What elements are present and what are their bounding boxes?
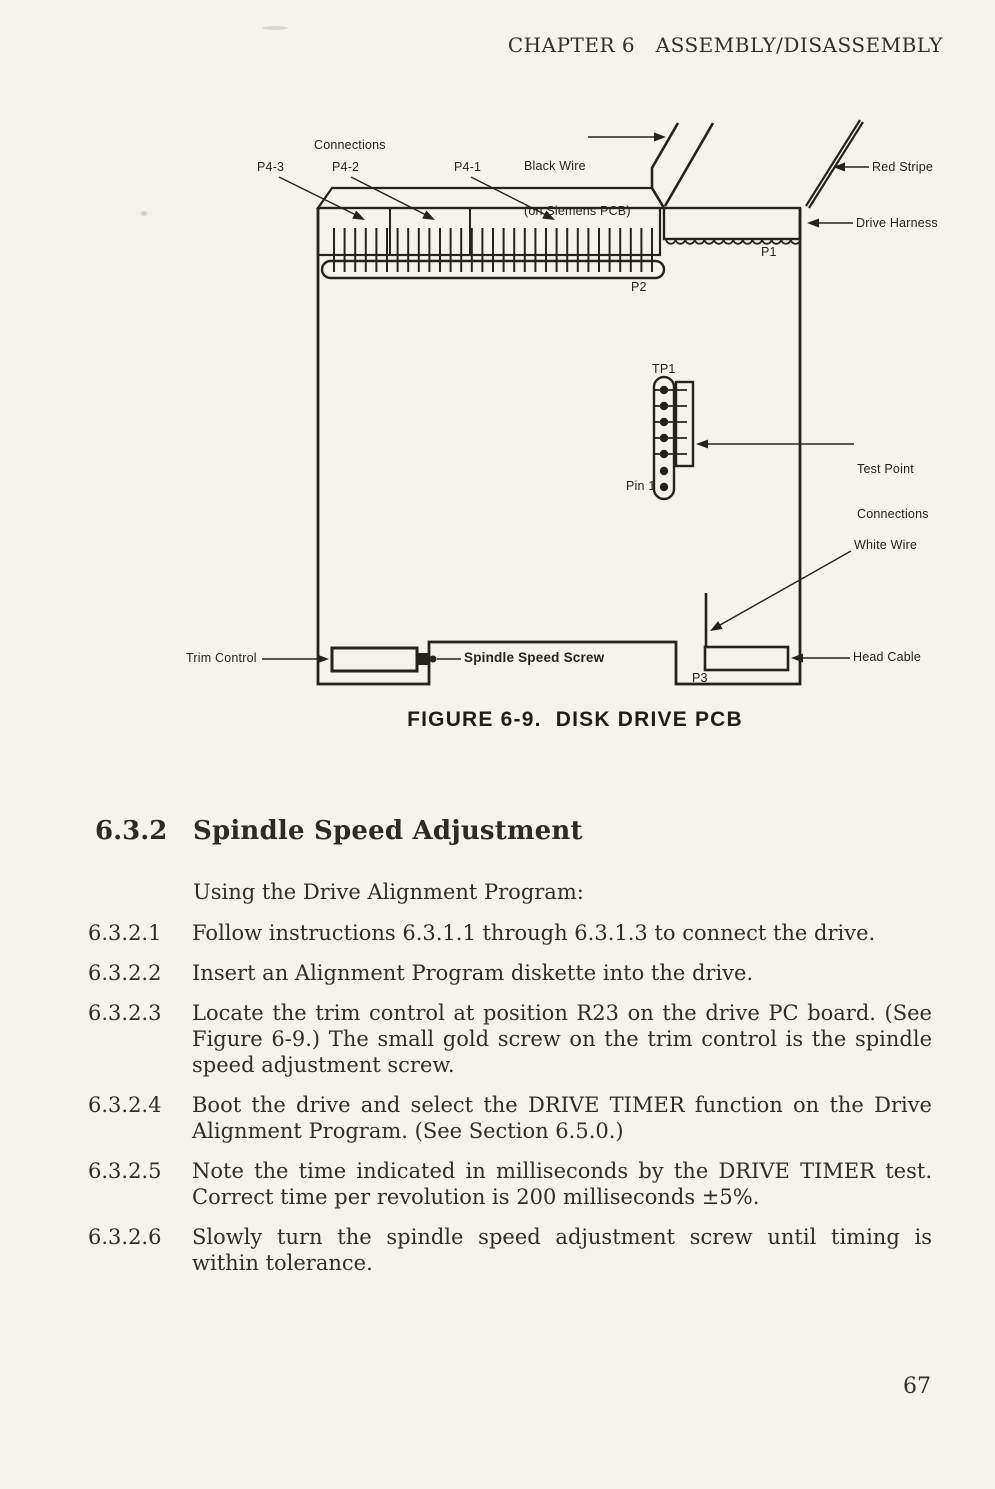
step-text: Insert an Alignment Program diskette into the drive. (192, 961, 754, 985)
p3-connector (705, 647, 788, 670)
label-p4-1: P4-1 (454, 160, 482, 174)
label-p2: P2 (631, 280, 647, 294)
label-tp1: TP1 (652, 362, 676, 376)
step-number: 6.3.2.4 (88, 1093, 162, 1117)
section-number: 6.3.2 (95, 816, 168, 846)
step-number: 6.3.2.5 (88, 1159, 162, 1183)
step-number: 6.3.2.6 (88, 1225, 162, 1249)
red-stripe-ribbon (809, 122, 863, 208)
label-black-wire: Black Wire (on Siemens PCB) (524, 159, 631, 218)
step-text: Locate the trim control at position R23 on the drive PC board. (See Figure 6-9.) The small gold screw on the trim control is the spindle speed adjustment screw. (192, 1001, 932, 1077)
label-connections: Connections (314, 138, 386, 152)
label-drive-harness: Drive Harness (856, 216, 938, 230)
label-p4-3: P4-3 (257, 160, 285, 174)
step-row (88, 1092, 932, 1144)
step-number: 6.3.2.3 (88, 1001, 162, 1025)
step-text: Follow instructions 6.3.1.1 through 6.3.1.3 to connect the drive. (192, 921, 876, 945)
trim-control-component (332, 648, 437, 671)
drive-harness-box (664, 208, 800, 239)
step-row (88, 960, 932, 986)
label-trim-control: Trim Control (186, 651, 257, 665)
page-number: 67 (903, 1374, 931, 1399)
label-pin1: Pin 1 (626, 479, 656, 493)
step-row (88, 1224, 932, 1276)
step-text: Boot the drive and select the DRIVE TIMER function on the Drive Alignment Program. (See Section 6.5.0.) (192, 1093, 932, 1143)
step-row (88, 1000, 932, 1078)
step-text: Slowly turn the spindle speed adjustment screw until timing is within tolerance. (192, 1225, 932, 1275)
label-red-stripe: Red Stripe (872, 160, 934, 174)
section-title: Spindle Speed Adjustment (193, 816, 583, 846)
label-head-cable: Head Cable (853, 650, 922, 664)
step-number: 6.3.2.2 (88, 961, 162, 985)
step-text: Note the time indicated in milliseconds by the DRIVE TIMER test. Correct time per revolution is 200 milliseconds ±5%. (192, 1159, 932, 1209)
label-p3: P3 (692, 671, 708, 685)
chapter-header: CHAPTER 6 ASSEMBLY/DISASSEMBLY (507, 33, 943, 57)
tp1-test-points (654, 377, 693, 499)
procedure-steps (88, 920, 932, 1290)
section-intro: Using the Drive Alignment Program: (193, 880, 584, 904)
label-p4-2: P4-2 (332, 160, 360, 174)
step-row (88, 1158, 932, 1210)
label-spindle-speed-screw: Spindle Speed Screw (464, 650, 605, 665)
figure-caption: FIGURE 6-9. DISK DRIVE PCB (407, 708, 743, 731)
label-test-point-connections: Test Point Connections (857, 462, 929, 521)
label-white-wire: White Wire (854, 538, 918, 552)
pcb-outline (318, 208, 800, 684)
connector-pins (334, 228, 652, 272)
red-stripe-ribbon (806, 120, 860, 206)
step-row (88, 920, 932, 946)
label-p1: P1 (761, 245, 777, 259)
step-number: 6.3.2.1 (88, 921, 162, 945)
